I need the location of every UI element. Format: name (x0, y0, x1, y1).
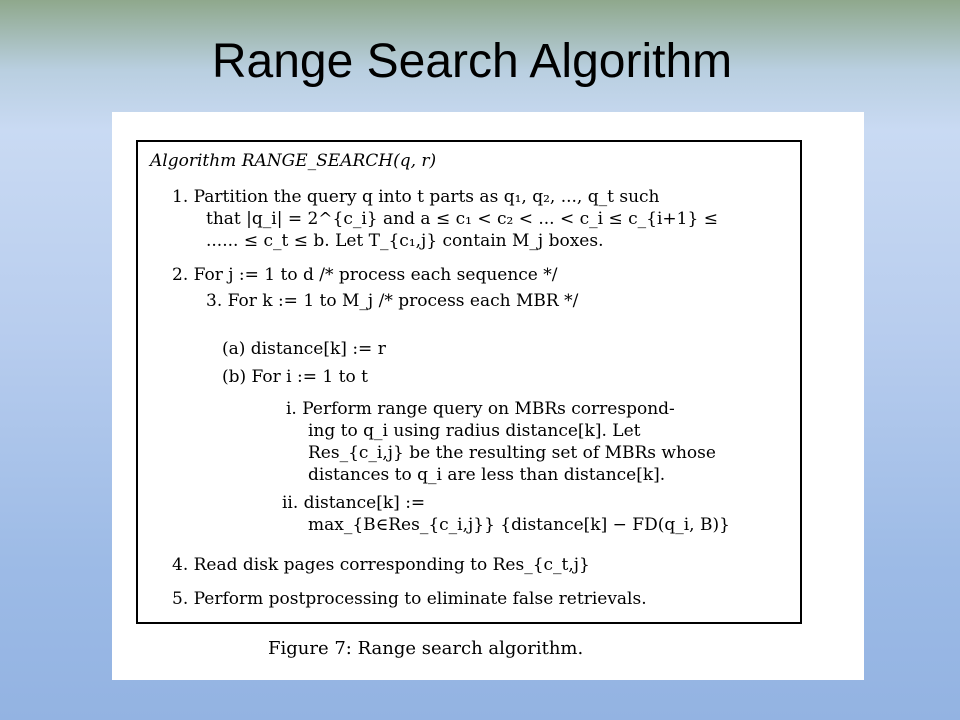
figure-caption: Figure 7: Range search algorithm. (268, 638, 584, 659)
algorithm-line: 1. Partition the query q into t parts as q₁, q₂, ..., q_t such (172, 187, 660, 207)
algorithm-line: ing to q_i using radius distance[k]. Let (308, 421, 641, 441)
algorithm-line: (a) distance[k] := r (222, 339, 386, 359)
algorithm-line: ...... ≤ c_t ≤ b. Let T_{c₁,j} contain M_j boxes. (206, 231, 604, 251)
algorithm-line: distances to q_i are less than distance[k]. (308, 465, 666, 485)
algorithm-line: 4. Read disk pages corresponding to Res_{c_t,j} (172, 555, 590, 575)
algorithm-header: Algorithm RANGE_SEARCH(q, r) (150, 151, 437, 171)
algorithm-line: that |q_i| = 2^{c_i} and a ≤ c₁ < c₂ < ... < c_i ≤ c_{i+1} ≤ (206, 209, 718, 229)
algorithm-line: ii. distance[k] := (282, 493, 426, 513)
algorithm-line: 5. Perform postprocessing to eliminate false retrievals. (172, 589, 647, 609)
algorithm-line: i. Perform range query on MBRs correspond- (286, 399, 675, 419)
algorithm-figure (112, 112, 864, 680)
algorithm-line: 2. For j := 1 to d /* process each sequence */ (172, 265, 558, 285)
algorithm-line: (b) For i := 1 to t (222, 367, 368, 387)
algorithm-box (136, 140, 802, 624)
slide-title: Range Search Algorithm (211, 35, 733, 88)
algorithm-line: Res_{c_i,j} be the resulting set of MBRs whose (308, 443, 716, 463)
algorithm-line: max_{B∈Res_{c_i,j}} {distance[k] − FD(q_i, B)} (308, 515, 730, 535)
algorithm-line: 3. For k := 1 to M_j /* process each MBR */ (206, 291, 579, 311)
